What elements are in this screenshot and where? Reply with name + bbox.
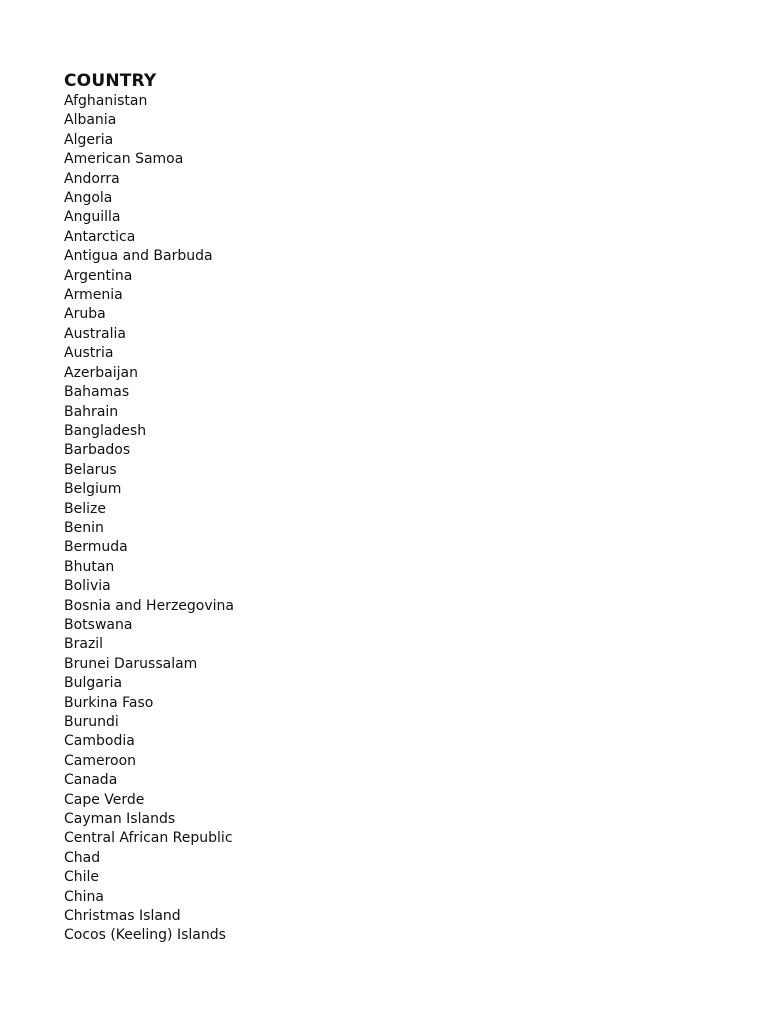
list-item: Bahrain (64, 403, 119, 420)
list-item: Cayman Islands (64, 811, 176, 828)
list-item: Bhutan (64, 558, 115, 575)
list-item: Burundi (64, 714, 119, 730)
list-item: Benin (64, 519, 104, 536)
list-item: Australia (64, 325, 126, 342)
document-page (64, 71, 234, 946)
list-item: Belize (64, 500, 106, 517)
list-item: Austria (64, 345, 114, 362)
list-item: Cape Verde (64, 791, 145, 808)
list-item: Algeria (64, 131, 114, 148)
list-item: Aruba (64, 306, 106, 323)
list-item: Armenia (64, 287, 123, 304)
list-item: Bermuda (64, 539, 128, 556)
list-item: Brazil (64, 636, 104, 653)
list-item: Cameroon (64, 752, 137, 769)
list-item: Chile (64, 869, 100, 886)
list-item: Antigua and Barbuda (64, 248, 213, 265)
list-item: Cocos (Keeling) Islands (64, 927, 226, 944)
list-item: Bahamas (64, 384, 130, 401)
list-item: Bolivia (64, 578, 111, 595)
list-item: Albania (64, 112, 117, 129)
list-item: Belgium (64, 481, 122, 498)
column-heading: COUNTRY (64, 71, 157, 91)
list-item: Canada (64, 772, 118, 789)
list-item: Bulgaria (64, 675, 123, 692)
list-item: Antarctica (64, 228, 136, 245)
list-item: Belarus (64, 461, 117, 478)
list-item: Anguilla (64, 209, 121, 226)
list-item: Bangladesh (64, 422, 147, 439)
list-item: American Samoa (64, 151, 184, 168)
list-item: Andorra (64, 170, 120, 187)
list-item: Cambodia (64, 733, 135, 750)
list-item: Afghanistan (64, 93, 148, 109)
list-item: Central African Republic (64, 830, 233, 847)
list-item: Angola (64, 190, 113, 207)
list-item: Burkina Faso (64, 694, 154, 711)
country-list (64, 92, 234, 946)
list-item: Argentina (64, 267, 133, 284)
list-item: Barbados (64, 442, 131, 459)
list-item: Brunei Darussalam (64, 655, 198, 672)
list-item: Chad (64, 849, 101, 866)
list-item: Botswana (64, 616, 133, 633)
list-item: China (64, 888, 104, 905)
list-item: Azerbaijan (64, 364, 138, 381)
list-item: Bosnia and Herzegovina (64, 597, 234, 614)
list-item: Christmas Island (64, 908, 181, 925)
